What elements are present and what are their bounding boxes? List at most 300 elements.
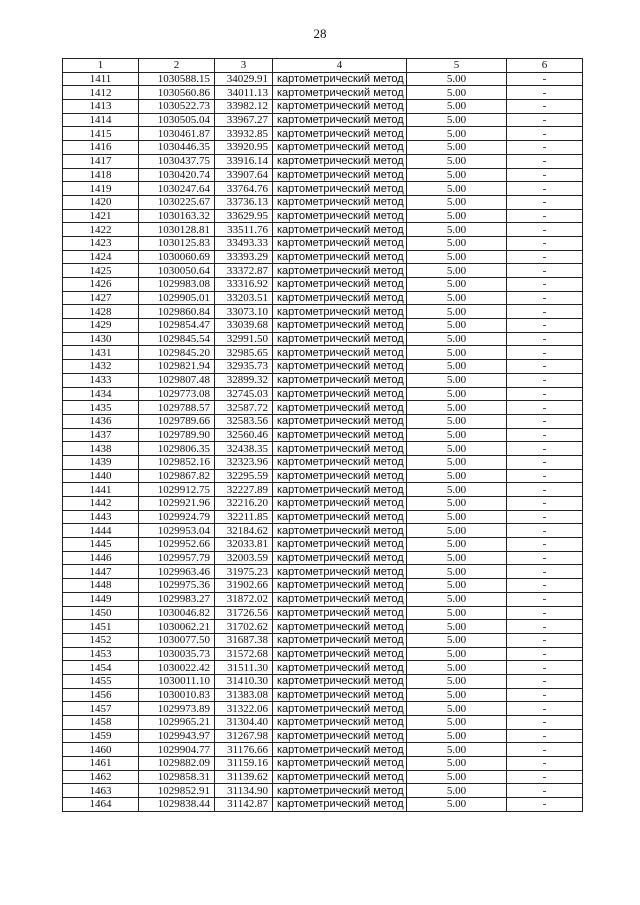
accuracy-cell: 5.00 (407, 168, 507, 182)
table-row (63, 497, 583, 511)
description-cell: - (507, 497, 583, 511)
x-coordinate-cell: 1029789.90 (139, 428, 215, 442)
table-row (63, 770, 583, 784)
y-coordinate-cell: 32899.32 (215, 373, 273, 387)
accuracy-cell: 5.00 (407, 291, 507, 305)
method-cell: картометрический метод (273, 72, 407, 86)
accuracy-cell: 5.00 (407, 729, 507, 743)
accuracy-cell: 5.00 (407, 579, 507, 593)
accuracy-cell: 5.00 (407, 373, 507, 387)
description-cell: - (507, 688, 583, 702)
table-row (63, 319, 583, 333)
point-number-cell: 1417 (63, 154, 139, 168)
x-coordinate-cell: 1030022.42 (139, 661, 215, 675)
x-coordinate-cell: 1029806.35 (139, 442, 215, 456)
description-cell: - (507, 168, 583, 182)
description-cell: - (507, 770, 583, 784)
y-coordinate-cell: 34029.91 (215, 72, 273, 86)
x-coordinate-cell: 1030522.73 (139, 100, 215, 114)
description-cell: - (507, 182, 583, 196)
table-row (63, 236, 583, 250)
y-coordinate-cell: 31511.30 (215, 661, 273, 675)
x-coordinate-cell: 1029963.46 (139, 565, 215, 579)
description-cell: - (507, 428, 583, 442)
x-coordinate-cell: 1030060.69 (139, 250, 215, 264)
accuracy-cell: 5.00 (407, 442, 507, 456)
table-row (63, 414, 583, 428)
y-coordinate-cell: 32587.72 (215, 401, 273, 415)
y-coordinate-cell: 33493.33 (215, 236, 273, 250)
x-coordinate-cell: 1029821.94 (139, 360, 215, 374)
point-number-cell: 1422 (63, 223, 139, 237)
description-cell: - (507, 373, 583, 387)
method-cell: картометрический метод (273, 483, 407, 497)
y-coordinate-cell: 33736.13 (215, 195, 273, 209)
accuracy-cell: 5.00 (407, 86, 507, 100)
y-coordinate-cell: 34011.13 (215, 86, 273, 100)
y-coordinate-cell: 31134.90 (215, 784, 273, 798)
accuracy-cell: 5.00 (407, 154, 507, 168)
point-number-cell: 1443 (63, 510, 139, 524)
y-coordinate-cell: 32560.46 (215, 428, 273, 442)
point-number-cell: 1426 (63, 278, 139, 292)
x-coordinate-cell: 1029789.66 (139, 414, 215, 428)
column-header: 2 (139, 59, 215, 73)
accuracy-cell: 5.00 (407, 469, 507, 483)
y-coordinate-cell: 32295.59 (215, 469, 273, 483)
accuracy-cell: 5.00 (407, 236, 507, 250)
table-row (63, 332, 583, 346)
x-coordinate-cell: 1029788.57 (139, 401, 215, 415)
accuracy-cell: 5.00 (407, 798, 507, 812)
method-cell: картометрический метод (273, 620, 407, 634)
table-row (63, 428, 583, 442)
table-row (63, 565, 583, 579)
method-cell: картометрический метод (273, 469, 407, 483)
y-coordinate-cell: 33511.76 (215, 223, 273, 237)
point-number-cell: 1448 (63, 579, 139, 593)
y-coordinate-cell: 31975.23 (215, 565, 273, 579)
accuracy-cell: 5.00 (407, 538, 507, 552)
x-coordinate-cell: 1029773.08 (139, 387, 215, 401)
point-number-cell: 1430 (63, 332, 139, 346)
point-number-cell: 1453 (63, 647, 139, 661)
point-number-cell: 1454 (63, 661, 139, 675)
method-cell: картометрический метод (273, 100, 407, 114)
method-cell: картометрический метод (273, 743, 407, 757)
description-cell: - (507, 360, 583, 374)
table-row (63, 86, 583, 100)
accuracy-cell: 5.00 (407, 455, 507, 469)
x-coordinate-cell: 1030077.50 (139, 633, 215, 647)
accuracy-cell: 5.00 (407, 620, 507, 634)
accuracy-cell: 5.00 (407, 346, 507, 360)
description-cell: - (507, 319, 583, 333)
method-cell: картометрический метод (273, 305, 407, 319)
method-cell: картометрический метод (273, 702, 407, 716)
description-cell: - (507, 579, 583, 593)
description-cell: - (507, 86, 583, 100)
table-row (63, 688, 583, 702)
x-coordinate-cell: 1030446.35 (139, 141, 215, 155)
x-coordinate-cell: 1030163.32 (139, 209, 215, 223)
x-coordinate-cell: 1029952.66 (139, 538, 215, 552)
x-coordinate-cell: 1030505.04 (139, 113, 215, 127)
y-coordinate-cell: 31383.08 (215, 688, 273, 702)
method-cell: картометрический метод (273, 236, 407, 250)
point-number-cell: 1438 (63, 442, 139, 456)
description-cell: - (507, 100, 583, 114)
accuracy-cell: 5.00 (407, 716, 507, 730)
coordinates-table (62, 58, 583, 812)
accuracy-cell: 5.00 (407, 702, 507, 716)
method-cell: картометрический метод (273, 455, 407, 469)
point-number-cell: 1452 (63, 633, 139, 647)
description-cell: - (507, 72, 583, 86)
accuracy-cell: 5.00 (407, 195, 507, 209)
description-cell: - (507, 483, 583, 497)
description-cell: - (507, 455, 583, 469)
x-coordinate-cell: 1029943.97 (139, 729, 215, 743)
description-cell: - (507, 401, 583, 415)
y-coordinate-cell: 33907.64 (215, 168, 273, 182)
table-row (63, 182, 583, 196)
table-row (63, 154, 583, 168)
table-row (63, 538, 583, 552)
point-number-cell: 1464 (63, 798, 139, 812)
method-cell: картометрический метод (273, 674, 407, 688)
point-number-cell: 1433 (63, 373, 139, 387)
x-coordinate-cell: 1030011.10 (139, 674, 215, 688)
accuracy-cell: 5.00 (407, 414, 507, 428)
point-number-cell: 1444 (63, 524, 139, 538)
method-cell: картометрический метод (273, 168, 407, 182)
method-cell: картометрический метод (273, 250, 407, 264)
y-coordinate-cell: 32438.35 (215, 442, 273, 456)
point-number-cell: 1419 (63, 182, 139, 196)
x-coordinate-cell: 1029912.75 (139, 483, 215, 497)
method-cell: картометрический метод (273, 633, 407, 647)
x-coordinate-cell: 1029957.79 (139, 551, 215, 565)
method-cell: картометрический метод (273, 784, 407, 798)
accuracy-cell: 5.00 (407, 743, 507, 757)
description-cell: - (507, 729, 583, 743)
accuracy-cell: 5.00 (407, 401, 507, 415)
y-coordinate-cell: 31139.62 (215, 770, 273, 784)
table-row (63, 606, 583, 620)
table-row (63, 729, 583, 743)
table-row (63, 264, 583, 278)
y-coordinate-cell: 33916.14 (215, 154, 273, 168)
y-coordinate-cell: 31872.02 (215, 592, 273, 606)
y-coordinate-cell: 32935.73 (215, 360, 273, 374)
method-cell: картометрический метод (273, 729, 407, 743)
table-row (63, 278, 583, 292)
description-cell: - (507, 784, 583, 798)
point-number-cell: 1451 (63, 620, 139, 634)
method-cell: картометрический метод (273, 414, 407, 428)
accuracy-cell: 5.00 (407, 483, 507, 497)
accuracy-cell: 5.00 (407, 524, 507, 538)
description-cell: - (507, 195, 583, 209)
x-coordinate-cell: 1029983.08 (139, 278, 215, 292)
y-coordinate-cell: 31142.87 (215, 798, 273, 812)
point-number-cell: 1434 (63, 387, 139, 401)
table-body (63, 72, 583, 811)
description-cell: - (507, 387, 583, 401)
accuracy-cell: 5.00 (407, 428, 507, 442)
method-cell: картометрический метод (273, 428, 407, 442)
description-cell: - (507, 250, 583, 264)
table-row (63, 100, 583, 114)
y-coordinate-cell: 33073.10 (215, 305, 273, 319)
x-coordinate-cell: 1029975.36 (139, 579, 215, 593)
description-cell: - (507, 264, 583, 278)
y-coordinate-cell: 33967.27 (215, 113, 273, 127)
x-coordinate-cell: 1029924.79 (139, 510, 215, 524)
method-cell: картометрический метод (273, 497, 407, 511)
accuracy-cell: 5.00 (407, 209, 507, 223)
table-row (63, 784, 583, 798)
y-coordinate-cell: 32216.20 (215, 497, 273, 511)
y-coordinate-cell: 33393.29 (215, 250, 273, 264)
y-coordinate-cell: 31267.98 (215, 729, 273, 743)
x-coordinate-cell: 1030225.67 (139, 195, 215, 209)
description-cell: - (507, 647, 583, 661)
table-row (63, 524, 583, 538)
description-cell: - (507, 674, 583, 688)
method-cell: картометрический метод (273, 647, 407, 661)
method-cell: картометрический метод (273, 332, 407, 346)
table-row (63, 510, 583, 524)
description-cell: - (507, 346, 583, 360)
point-number-cell: 1463 (63, 784, 139, 798)
description-cell: - (507, 620, 583, 634)
method-cell: картометрический метод (273, 278, 407, 292)
column-header: 3 (215, 59, 273, 73)
table-row (63, 223, 583, 237)
x-coordinate-cell: 1030128.81 (139, 223, 215, 237)
x-coordinate-cell: 1029905.01 (139, 291, 215, 305)
method-cell: картометрический метод (273, 223, 407, 237)
method-cell: картометрический метод (273, 113, 407, 127)
y-coordinate-cell: 32227.89 (215, 483, 273, 497)
accuracy-cell: 5.00 (407, 113, 507, 127)
method-cell: картометрический метод (273, 182, 407, 196)
table-row (63, 401, 583, 415)
x-coordinate-cell: 1029983.27 (139, 592, 215, 606)
accuracy-cell: 5.00 (407, 250, 507, 264)
point-number-cell: 1427 (63, 291, 139, 305)
accuracy-cell: 5.00 (407, 592, 507, 606)
y-coordinate-cell: 31410.30 (215, 674, 273, 688)
y-coordinate-cell: 32745.03 (215, 387, 273, 401)
accuracy-cell: 5.00 (407, 305, 507, 319)
method-cell: картометрический метод (273, 360, 407, 374)
table-row (63, 661, 583, 675)
accuracy-cell: 5.00 (407, 661, 507, 675)
description-cell: - (507, 633, 583, 647)
point-number-cell: 1421 (63, 209, 139, 223)
y-coordinate-cell: 33372.87 (215, 264, 273, 278)
description-cell: - (507, 154, 583, 168)
method-cell: картометрический метод (273, 154, 407, 168)
x-coordinate-cell: 1030437.75 (139, 154, 215, 168)
method-cell: картометрический метод (273, 798, 407, 812)
y-coordinate-cell: 31304.40 (215, 716, 273, 730)
x-coordinate-cell: 1030010.83 (139, 688, 215, 702)
table-row (63, 551, 583, 565)
method-cell: картометрический метод (273, 592, 407, 606)
table-row (63, 702, 583, 716)
method-cell: картометрический метод (273, 387, 407, 401)
description-cell: - (507, 538, 583, 552)
accuracy-cell: 5.00 (407, 674, 507, 688)
y-coordinate-cell: 32033.81 (215, 538, 273, 552)
table-row (63, 127, 583, 141)
point-number-cell: 1462 (63, 770, 139, 784)
x-coordinate-cell: 1029921.96 (139, 497, 215, 511)
x-coordinate-cell: 1029807.48 (139, 373, 215, 387)
method-cell: картометрический метод (273, 209, 407, 223)
x-coordinate-cell: 1030247.64 (139, 182, 215, 196)
accuracy-cell: 5.00 (407, 360, 507, 374)
method-cell: картометрический метод (273, 291, 407, 305)
accuracy-cell: 5.00 (407, 497, 507, 511)
description-cell: - (507, 798, 583, 812)
table-row (63, 250, 583, 264)
point-number-cell: 1459 (63, 729, 139, 743)
table-row (63, 346, 583, 360)
description-cell: - (507, 716, 583, 730)
table-row (63, 620, 583, 634)
y-coordinate-cell: 33982.12 (215, 100, 273, 114)
table-row (63, 592, 583, 606)
x-coordinate-cell: 1029860.84 (139, 305, 215, 319)
table-row (63, 798, 583, 812)
description-cell: - (507, 524, 583, 538)
x-coordinate-cell: 1029838.44 (139, 798, 215, 812)
accuracy-cell: 5.00 (407, 510, 507, 524)
x-coordinate-cell: 1030125.83 (139, 236, 215, 250)
table-row (63, 209, 583, 223)
method-cell: картометрический метод (273, 579, 407, 593)
description-cell: - (507, 223, 583, 237)
point-number-cell: 1439 (63, 455, 139, 469)
accuracy-cell: 5.00 (407, 757, 507, 771)
method-cell: картометрический метод (273, 141, 407, 155)
method-cell: картометрический метод (273, 538, 407, 552)
x-coordinate-cell: 1029973.89 (139, 702, 215, 716)
x-coordinate-cell: 1030461.87 (139, 127, 215, 141)
method-cell: картометрический метод (273, 510, 407, 524)
point-number-cell: 1456 (63, 688, 139, 702)
description-cell: - (507, 414, 583, 428)
point-number-cell: 1423 (63, 236, 139, 250)
accuracy-cell: 5.00 (407, 141, 507, 155)
x-coordinate-cell: 1029852.16 (139, 455, 215, 469)
accuracy-cell: 5.00 (407, 551, 507, 565)
x-coordinate-cell: 1029852.91 (139, 784, 215, 798)
column-header: 5 (407, 59, 507, 73)
description-cell: - (507, 469, 583, 483)
x-coordinate-cell: 1030560.86 (139, 86, 215, 100)
table-row (63, 633, 583, 647)
y-coordinate-cell: 31159.16 (215, 757, 273, 771)
table-row (63, 291, 583, 305)
x-coordinate-cell: 1029953.04 (139, 524, 215, 538)
table-row (63, 72, 583, 86)
x-coordinate-cell: 1030035.73 (139, 647, 215, 661)
table-row (63, 387, 583, 401)
description-cell: - (507, 236, 583, 250)
method-cell: картометрический метод (273, 373, 407, 387)
accuracy-cell: 5.00 (407, 264, 507, 278)
column-header: 4 (273, 59, 407, 73)
x-coordinate-cell: 1029845.20 (139, 346, 215, 360)
y-coordinate-cell: 31322.06 (215, 702, 273, 716)
description-cell: - (507, 127, 583, 141)
method-cell: картометрический метод (273, 401, 407, 415)
table-row (63, 674, 583, 688)
point-number-cell: 1449 (63, 592, 139, 606)
table-row (63, 716, 583, 730)
y-coordinate-cell: 31176.66 (215, 743, 273, 757)
point-number-cell: 1458 (63, 716, 139, 730)
accuracy-cell: 5.00 (407, 387, 507, 401)
accuracy-cell: 5.00 (407, 647, 507, 661)
point-number-cell: 1446 (63, 551, 139, 565)
description-cell: - (507, 305, 583, 319)
y-coordinate-cell: 33764.76 (215, 182, 273, 196)
table-row (63, 141, 583, 155)
description-cell: - (507, 661, 583, 675)
point-number-cell: 1445 (63, 538, 139, 552)
y-coordinate-cell: 32211.85 (215, 510, 273, 524)
point-number-cell: 1429 (63, 319, 139, 333)
method-cell: картометрический метод (273, 757, 407, 771)
point-number-cell: 1425 (63, 264, 139, 278)
y-coordinate-cell: 31572.68 (215, 647, 273, 661)
accuracy-cell: 5.00 (407, 688, 507, 702)
method-cell: картометрический метод (273, 551, 407, 565)
point-number-cell: 1441 (63, 483, 139, 497)
table-row (63, 455, 583, 469)
table-row (63, 168, 583, 182)
table-row (63, 647, 583, 661)
point-number-cell: 1447 (63, 565, 139, 579)
description-cell: - (507, 551, 583, 565)
accuracy-cell: 5.00 (407, 770, 507, 784)
accuracy-cell: 5.00 (407, 332, 507, 346)
accuracy-cell: 5.00 (407, 100, 507, 114)
accuracy-cell: 5.00 (407, 127, 507, 141)
point-number-cell: 1413 (63, 100, 139, 114)
x-coordinate-cell: 1029965.21 (139, 716, 215, 730)
point-number-cell: 1428 (63, 305, 139, 319)
accuracy-cell: 5.00 (407, 72, 507, 86)
x-coordinate-cell: 1030420.74 (139, 168, 215, 182)
column-header: 6 (507, 59, 583, 73)
method-cell: картометрический метод (273, 716, 407, 730)
description-cell: - (507, 141, 583, 155)
method-cell: картометрический метод (273, 770, 407, 784)
point-number-cell: 1442 (63, 497, 139, 511)
point-number-cell: 1420 (63, 195, 139, 209)
description-cell: - (507, 278, 583, 292)
method-cell: картометрический метод (273, 688, 407, 702)
table-row (63, 483, 583, 497)
